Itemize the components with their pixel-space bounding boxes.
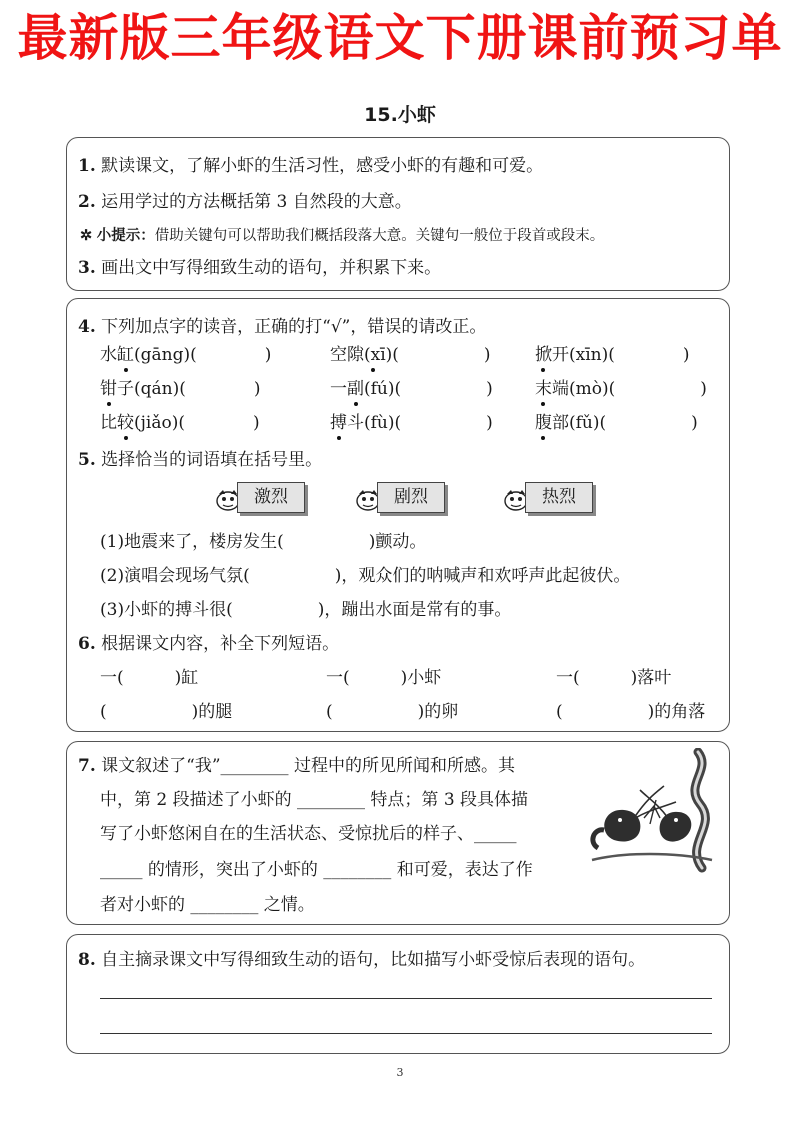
question-text: 下列加点字的读音，正确的打“√”，错误的请改正。 [101, 317, 487, 337]
pinyin-item: 掀开(xīn)( ) [535, 345, 690, 365]
question-number: 4. [78, 317, 96, 337]
answer-line[interactable] [100, 1033, 712, 1034]
question-number: 8. [78, 950, 96, 970]
hint-label: 小提示： [96, 228, 155, 244]
question-number: 2. [78, 192, 96, 212]
question-number: 7. [78, 756, 96, 776]
question-text: 运用学过的方法概括第 3 自然段的大意。 [101, 192, 412, 212]
question-text: 根据课文内容，补全下列短语。 [101, 634, 340, 654]
passage-line: _____ 的情形，突出了小虾的 ________ 和可爱，表达了作 [100, 860, 533, 880]
emphasis-dot [541, 402, 545, 406]
fill-sentence: (3)小虾的搏斗很( )，蹦出水面是常有的事。 [100, 600, 512, 620]
question-6 [78, 632, 339, 656]
emphasis-dot [354, 402, 358, 406]
pinyin-item: 比较(jiǎo)( ) [100, 413, 260, 433]
question-4 [78, 315, 486, 339]
question-number: 1. [78, 156, 96, 176]
question-3 [78, 256, 441, 280]
phrase-item: 一( )落叶 [556, 668, 672, 688]
fill-sentence: (1)地震来了，楼房发生( )颤动。 [100, 532, 427, 552]
hint-text: 借助关键句可以帮助我们概括段落大意。关键句一般位于段首或段末。 [154, 228, 605, 244]
hint [80, 224, 604, 248]
question-text: 画出文中写得细致生动的语句，并积累下来。 [101, 258, 442, 278]
question-1 [78, 154, 543, 178]
emphasis-dot [124, 368, 128, 372]
lesson-title: 15.小虾 [364, 104, 436, 126]
emphasis-dot [337, 436, 341, 440]
emphasis-dot [107, 402, 111, 406]
question-text: 自主摘录课文中写得细致生动的语句，比如描写小虾受惊后表现的语句。 [101, 950, 646, 970]
word-option-label: 热烈 [525, 482, 593, 513]
pinyin-item: 空隙(xī)( ) [330, 345, 491, 365]
question-7-line [78, 754, 515, 778]
phrase-item: ( )的腿 [100, 702, 233, 722]
phrase-item: 一( )缸 [100, 668, 199, 688]
phrase-item: 一( )小虾 [326, 668, 442, 688]
passage-line: 者对小虾的 ________ 之情。 [100, 895, 315, 915]
banner-title: 最新版三年级语文下册课前预习单 [17, 9, 783, 67]
question-text: 默读课文，了解小虾的生活习性，感受小虾的有趣和可爱。 [101, 156, 544, 176]
pinyin-item: 腹部(fǔ)( ) [535, 413, 698, 433]
pinyin-item: 水缸(gāng)( ) [100, 345, 272, 365]
pinyin-item: 钳子(qán)( ) [100, 379, 261, 399]
question-number: 5. [78, 450, 96, 470]
phrase-item: ( )的卵 [326, 702, 459, 722]
flower-icon: ✲ [80, 227, 93, 244]
answer-line[interactable] [100, 998, 712, 999]
word-option-label: 剧烈 [377, 482, 445, 513]
pinyin-item: 搏斗(fù)( ) [330, 413, 493, 433]
pinyin-item: 一副(fú)( ) [330, 379, 493, 399]
question-number: 6. [78, 634, 96, 654]
page-number: 3 [396, 1066, 404, 1079]
emphasis-dot [541, 436, 545, 440]
question-text: 选择恰当的词语填在括号里。 [101, 450, 323, 470]
emphasis-dot [541, 368, 545, 372]
question-number: 3. [78, 258, 96, 278]
pinyin-item: 末端(mò)( ) [535, 379, 707, 399]
shrimp-illustration [584, 748, 730, 876]
question-5 [78, 448, 322, 472]
fill-sentence: (2)演唱会现场气氛( )，观众们的呐喊声和欢呼声此起彼伏。 [100, 566, 631, 586]
question-8 [78, 948, 645, 972]
word-option-label: 激烈 [237, 482, 305, 513]
passage-line: 中，第 2 段描述了小虾的 ________ 特点；第 3 段具体描 [100, 790, 529, 810]
emphasis-dot [371, 368, 375, 372]
emphasis-dot [124, 436, 128, 440]
passage-line: 课文叙述了“我”________ 过程中的所见所闻和所感。其 [101, 756, 515, 776]
phrase-item: ( )的角落 [556, 702, 706, 722]
question-2 [78, 190, 412, 214]
passage-line: 写了小虾悠闲自在的生活状态、受惊扰后的样子、_____ [100, 824, 517, 844]
